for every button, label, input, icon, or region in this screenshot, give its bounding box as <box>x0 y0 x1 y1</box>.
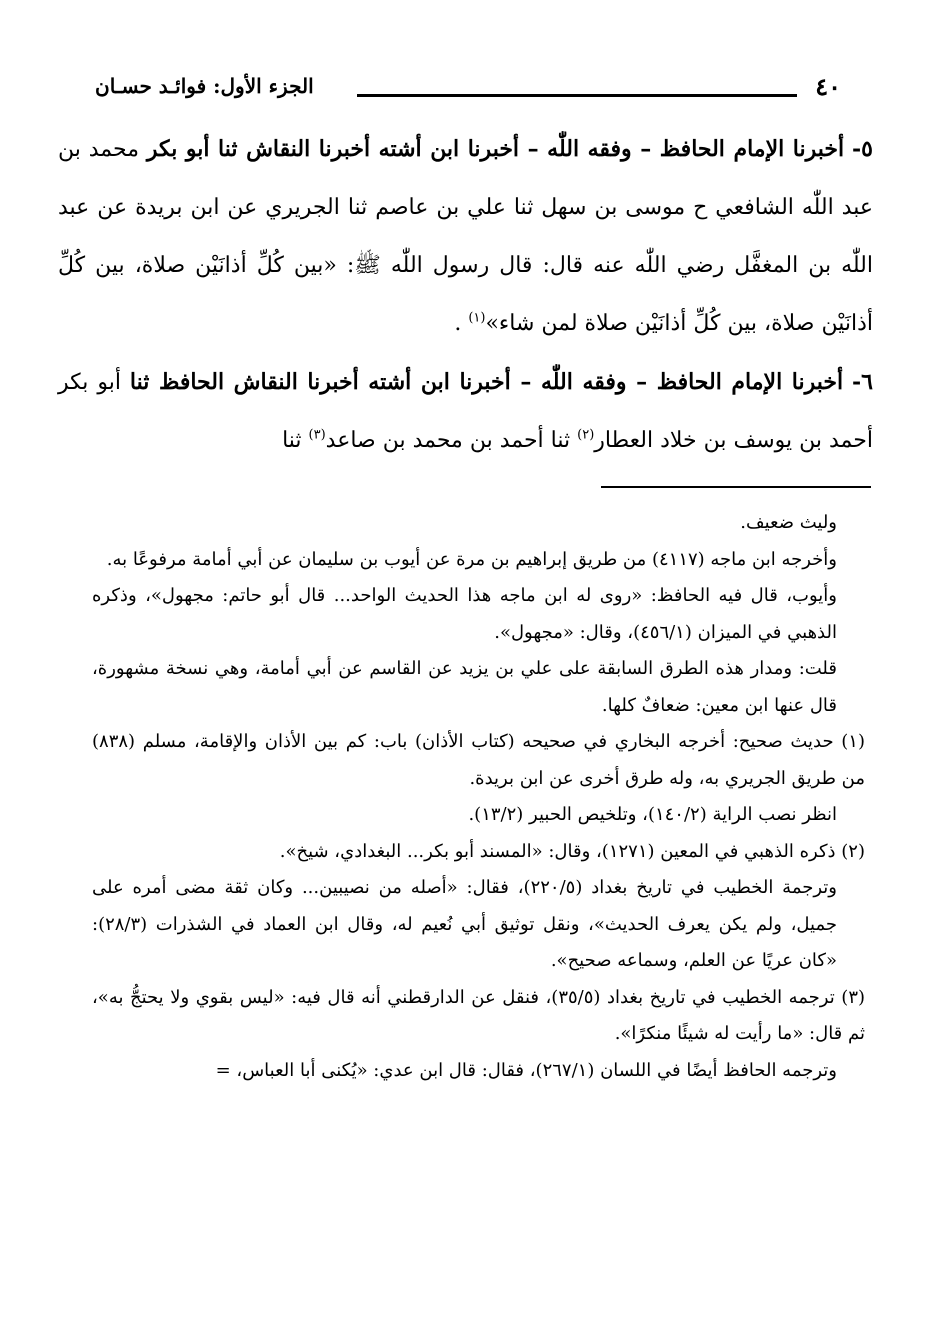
hadith-5 <box>58 120 873 353</box>
hadith-5-number: ٥- <box>852 136 873 162</box>
footnote-3: (٣) ترجمه الخطيب في تاريخ بغداد (٣٥/٥)، فنقل عن الدارقطني أنه قال فيه: «ليس بقوي ولا يحتجُّ به»، ثم قال: «ما رأيت له شيئًا منكرًا». <box>92 986 866 1044</box>
footnote-3-extra: وترجمه الحافظ أيضًا في اللسان (٢٦٧/١)، فقال: قال ابن عدي: «يُكنى أبا العباس، = <box>215 1059 837 1081</box>
footnote-ref-3[interactable]: (٣) <box>308 427 326 443</box>
hadith-6-number: ٦- <box>852 369 873 395</box>
footnote-ref-1[interactable]: (١) <box>468 310 486 326</box>
hadith-6 <box>58 353 873 470</box>
main-text <box>58 120 873 470</box>
footnote-2: (٢) ذكره الذهبي في المعين (١٢٧١)، وقال: «المسند أبو بكر... البغدادي، شيخ». <box>279 840 865 862</box>
header-rule <box>357 94 797 97</box>
footnote-continuation-4: قلت: ومدار هذه الطرق السابقة على علي بن يزيد عن القاسم عن أبي أمامة، وهي نسخة مشهورة، قال عنها ابن معين: ضعافٌ كلها. <box>92 658 837 716</box>
hadith-5-body: محمد بن عبد اللّٰه الشافعي ح موسى بن سهل ثنا علي بن عاصم ثنا الجريري عن ابن بريدة عن عبد اللّٰه بن المغفَّل رضي اللّٰه عنه قال: قال رسول اللّٰه ﷺ: «بين كُلِّ أذانَيْن صلاة، بين كُلِّ أذانَيْن صلاة، بين كُلِّ أذانَيْن صلاة لمن شاء» <box>58 137 873 336</box>
hadith-6-lead: أخبرنا الإمام الحافظ – وفقه اللّٰه – أخبرنا ابن أشته أخبرنا النقاش الحافظ ثنا <box>129 369 844 395</box>
hadith-6-body-c: ثنا <box>282 428 302 453</box>
running-title: الجزء الأول: فوائـد حسـان <box>95 74 314 98</box>
hadith-6-body-a: أبو بكر أحمد بن يوسف بن خلاد العطار <box>58 370 873 453</box>
hadith-6-body-b: ثنا أحمد بن محمد بن صاعد <box>325 428 571 453</box>
footnotes <box>92 505 865 1089</box>
footnote-continuation-3: وأيوب، قال فيه الحافظ: «روى له ابن ماجه هذا الحديث الواحد... قال أبو حاتم: مجهول»، وذكره الذهبي في الميزان (٤٥٦/١)، وقال: «مجهول». <box>92 585 837 643</box>
page-number: ٤٠ <box>815 72 841 101</box>
footnote-separator <box>601 486 871 488</box>
footnote-continuation-2: وأخرجه ابن ماجه (٤١١٧) من طريق إبراهيم بن مرة عن أيوب بن سليمان عن أبي أمامة مرفوعًا به. <box>106 548 837 570</box>
hadith-5-end: . <box>454 311 462 336</box>
page-header <box>95 66 841 106</box>
footnote-1: (١) حديث صحيح: أخرجه البخاري في صحيحه (كتاب الأذان) باب: كم بين الأذان والإقامة، مسلم (٨٣٨) من طريق الجريري به، وله طرق أخرى عن ابن بريدة. <box>92 731 865 789</box>
footnote-continuation-1: وليث ضعيف. <box>740 512 837 533</box>
footnote-2-extra: وترجمة الخطيب في تاريخ بغداد (٢٢٠/٥)، فقال: «أصله من نصيبين... وكان ثقة مضى أمره على جميل، ولم يكن يعرف الحديث»، ونقل توثيق أبي نُعيم له، وقال ابن العماد في الشذرات (٢٨/٣): «كان عريًا عن العلم، وسماعه صحيح». <box>92 877 837 971</box>
footnote-ref-2[interactable]: (٢) <box>577 427 595 443</box>
footnote-1-extra: انظر نصب الراية (١٤٠/٢)، وتلخيص الحبير (١٣/٢). <box>468 804 837 825</box>
hadith-5-lead: أخبرنا الإمام الحافظ – وفقه اللّٰه – أخبرنا ابن أشته أخبرنا النقاش ثنا أبو بكر <box>146 136 845 162</box>
